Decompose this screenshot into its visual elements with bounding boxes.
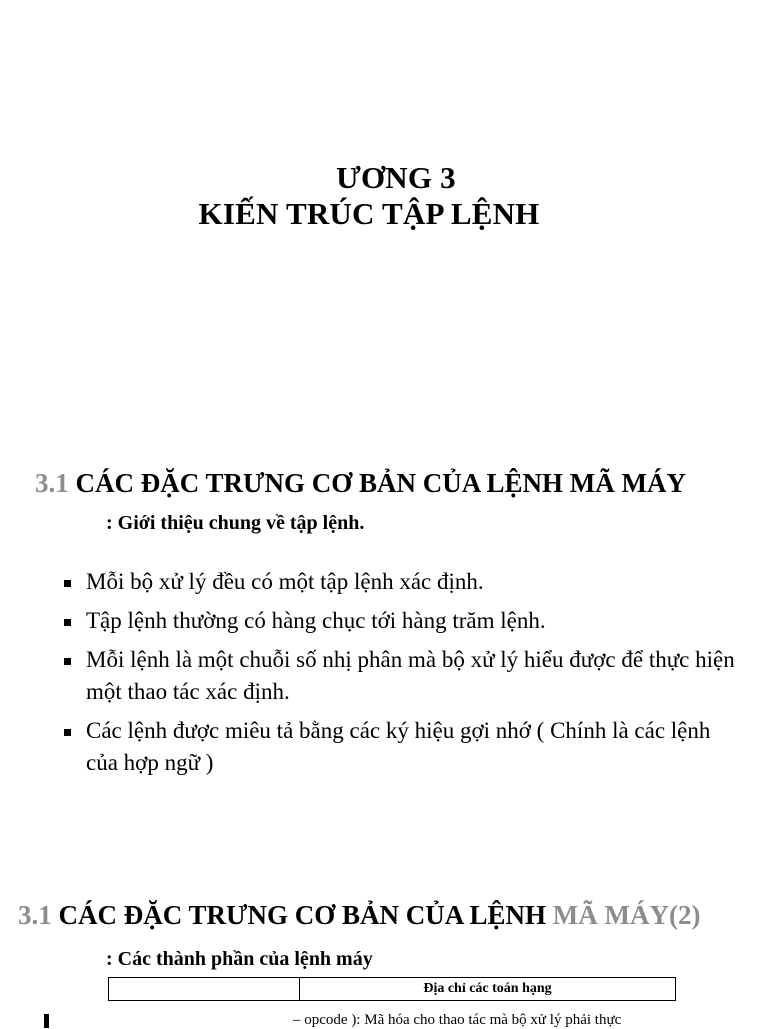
section2-subheading: : Các thành phần của lệnh máy: [106, 948, 373, 970]
section2-title-tail: MÃ MÁY(2): [552, 900, 701, 930]
chapter-title: KIẾN TRÚC TẬP LỆNH: [198, 196, 540, 231]
section1-bullet-list: [64, 566, 744, 786]
square-bullet-icon: [64, 658, 71, 665]
square-bullet-icon: [64, 729, 71, 736]
list-item-text: Mỗi bộ xử lý đều có một tập lệnh xác định.: [86, 569, 484, 594]
section2-heading: [18, 900, 700, 931]
section1-subheading: : Giới thiệu chung về tập lệnh.: [106, 512, 365, 534]
square-bullet-icon: [64, 619, 71, 626]
operand-address-cell: Địa chỉ các toán hạng: [300, 978, 676, 1001]
table-row: [109, 978, 676, 1001]
section1-number: 3.1: [35, 468, 69, 498]
list-item-text: Tập lệnh thường có hàng chục tới hàng trăm lệnh.: [86, 608, 546, 633]
list-item: [64, 644, 744, 708]
list-item: [64, 715, 744, 779]
square-bullet-icon: [44, 1014, 49, 1028]
opcode-cell: [109, 978, 300, 1001]
square-bullet-icon: [64, 580, 71, 587]
list-item: [64, 566, 744, 598]
section2-title: CÁC ĐẶC TRƯNG CƠ BẢN CỦA LỆNH: [58, 900, 547, 930]
chapter-number: ƯƠNG 3: [336, 160, 456, 195]
list-item-text: Mỗi lệnh là một chuỗi số nhị phân mà bộ xử lý hiểu được để thực hiện một thao tác xác định.: [86, 647, 735, 704]
section1-heading: [35, 468, 686, 499]
list-item: [64, 605, 744, 637]
list-item-text: Các lệnh được miêu tả bằng các ký hiệu gợi nhớ ( Chính là các lệnh của hợp ngữ ): [86, 718, 711, 775]
opcode-description-text: – opcode ): Mã hóa cho thao tác mà bộ xử lý phải thực: [293, 1012, 622, 1028]
section1-title: CÁC ĐẶC TRƯNG CƠ BẢN CỦA LỆNH MÃ MÁY: [75, 468, 686, 498]
section2-number: 3.1: [18, 900, 52, 930]
instruction-format-table: [108, 977, 676, 1001]
